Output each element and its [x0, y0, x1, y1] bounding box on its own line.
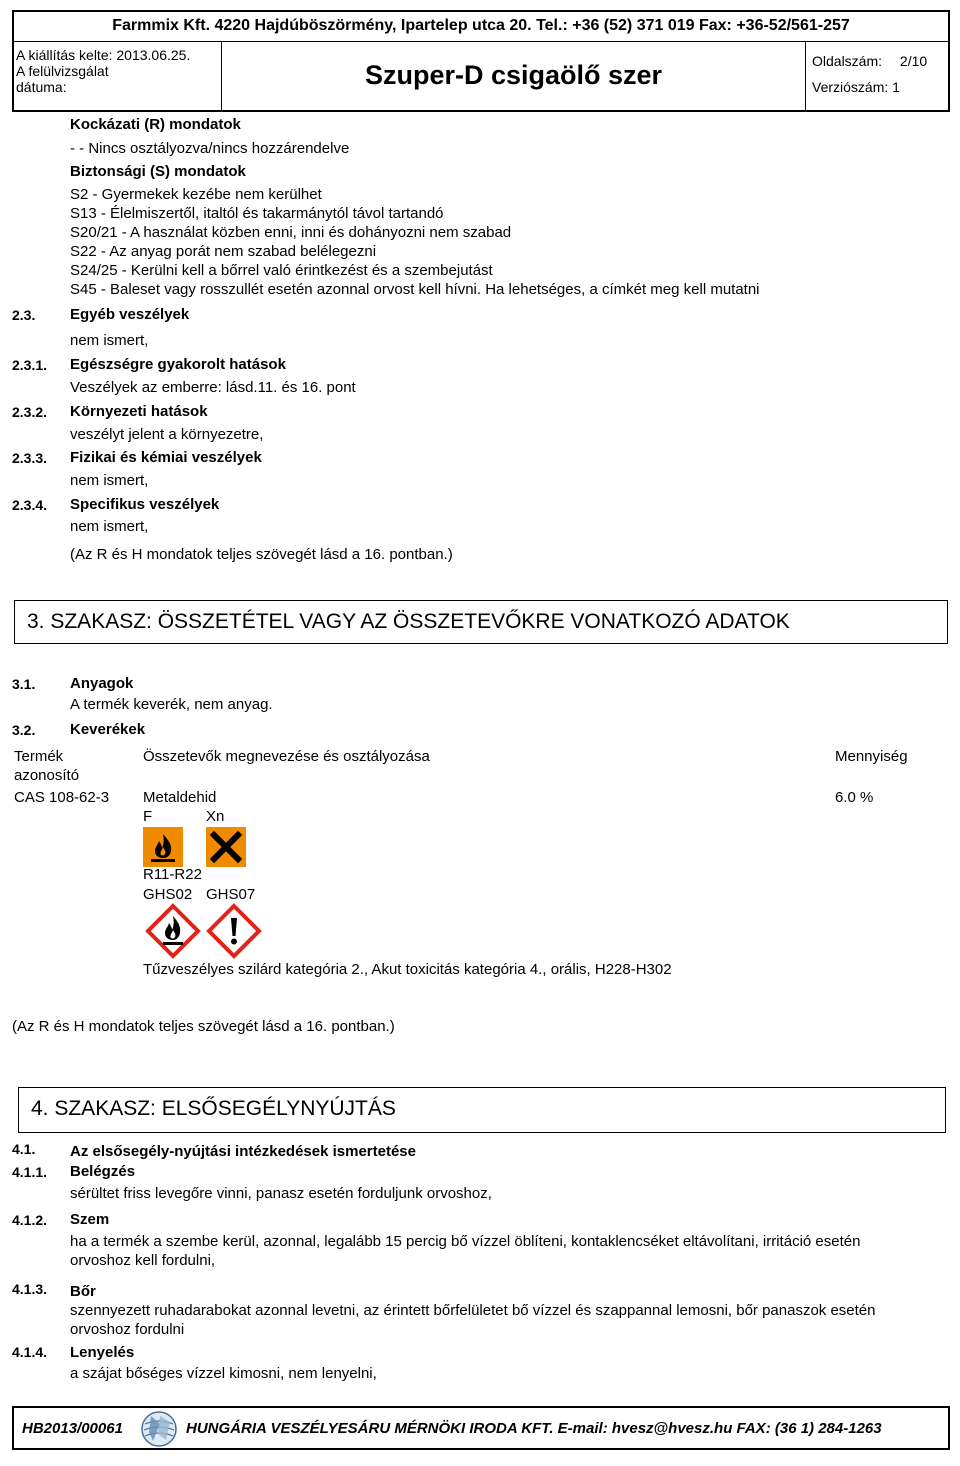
section-3-heading: 3. SZAKASZ: ÖSSZETÉTEL VAGY AZ ÖSSZETEVŐKRE VONATKOZÓ ADATOK	[14, 600, 948, 644]
page-label: Oldalszám:	[812, 53, 883, 69]
section-number: 3.2.	[12, 722, 36, 738]
section-text: a szájat bőséges vízzel kimosni, nem lenyelni,	[70, 1365, 377, 1382]
column-header-id-2: azonosító	[14, 767, 80, 784]
section-4-heading: 4. SZAKASZ: ELSŐSEGÉLYNYÚJTÁS	[18, 1087, 946, 1133]
section-text: A termék keverék, nem anyag.	[70, 696, 273, 713]
section-title: Bőr	[70, 1283, 96, 1300]
ghs-code-1: GHS02	[143, 886, 193, 903]
column-header-id: Termék	[14, 748, 64, 765]
r-phrase-codes: R11-R22	[143, 866, 202, 883]
component-name: Metaldehid	[143, 789, 217, 806]
section-number: 2.3.	[12, 307, 36, 323]
section-number: 4.1.	[12, 1141, 36, 1157]
cas-number: CAS 108-62-3	[14, 789, 110, 806]
revision-date-label-2: dátuma:	[16, 79, 67, 95]
section-title: Szem	[70, 1211, 110, 1228]
section-text: nem ismert,	[70, 518, 149, 535]
section-title: Egyéb veszélyek	[70, 306, 190, 323]
section-title: Anyagok	[70, 675, 134, 692]
cross-pictogram-icon	[206, 827, 246, 867]
page-number: 2/10	[899, 53, 928, 69]
version-number: 1	[892, 79, 900, 95]
page-info-cell	[806, 42, 948, 110]
section-number: 4.1.3.	[12, 1281, 48, 1297]
version-label: Verziószám:	[812, 79, 889, 95]
document-header	[12, 10, 950, 112]
dates-cell	[14, 42, 222, 110]
s-phrase: S2 - Gyermekek kezébe nem kerülhet	[70, 186, 322, 203]
section-number: 3.1.	[12, 676, 36, 692]
ghs-classification: Tűzveszélyes szilárd kategória 2., Akut toxicitás kategória 4., orális, H228-H302	[143, 961, 672, 978]
section-number: 2.3.3.	[12, 450, 48, 466]
company-logo-icon	[140, 1410, 178, 1448]
section-title: Specifikus veszélyek	[70, 496, 220, 513]
section-number: 2.3.4.	[12, 497, 48, 513]
section-number: 4.1.1.	[12, 1164, 48, 1180]
flame-pictogram-icon	[143, 827, 183, 867]
section-title: Környezeti hatások	[70, 403, 208, 420]
section-number: 4.1.2.	[12, 1212, 48, 1228]
section-title: Lenyelés	[70, 1344, 135, 1361]
section-title: Belégzés	[70, 1163, 136, 1180]
s-phrase: S22 - Az anyag porát nem szabad belélegezni	[70, 243, 377, 260]
s-phrase: S20/21 - A használat közben enni, inni és dohányozni nem szabad	[70, 224, 512, 241]
section-title: Keverékek	[70, 721, 146, 738]
footer-company-info: HUNGÁRIA VESZÉLYESÁRU MÉRNÖKI IRODA KFT. E-mail: hvesz@hvesz.hu FAX: (36 1) 284-1263	[186, 1420, 882, 1437]
section-number: 2.3.1.	[12, 357, 48, 373]
section-text: ha a termék a szembe kerül, azonnal, legalább 15 percig bő vízzel öblíteni, kontaklencséket eltávolítani, irritáció esetén	[70, 1233, 861, 1250]
column-header-quantity: Mennyiség	[835, 748, 908, 765]
issue-date: 2013.06.25.	[116, 47, 191, 63]
section-text: Veszélyek az emberre: lásd.11. és 16. pont	[70, 379, 356, 396]
component-quantity: 6.0 %	[835, 789, 874, 806]
section-number: 2.3.2.	[12, 404, 48, 420]
section-text: nem ismert,	[70, 332, 149, 349]
document-code: HB2013/00061	[22, 1420, 123, 1437]
section-title: Az elsősegély-nyújtási intézkedések ismertetése	[70, 1143, 416, 1160]
r-phrases-text: - - Nincs osztályozva/nincs hozzárendelve	[70, 140, 350, 157]
symbol-f: F	[143, 808, 153, 825]
section-text: veszélyt jelent a környezetre,	[70, 426, 264, 443]
ghs-code-2: GHS07	[206, 886, 256, 903]
section-number: 4.1.4.	[12, 1344, 48, 1360]
section-text: szennyezett ruhadarabokat azonnal levetni, az érintett bőrfelületet bő vízzel és szappannal lemosni, bőr panaszok esetén	[70, 1302, 876, 1319]
s-phrase: S24/25 - Kerülni kell a bőrrel való érintkezést és a szembejutást	[70, 262, 493, 279]
ghs02-flame-icon	[145, 903, 201, 959]
r-phrases-title: Kockázati (R) mondatok	[70, 116, 241, 133]
rh-note: (Az R és H mondatok teljes szövegét lásd a 16. pontban.)	[70, 546, 453, 563]
symbol-xn: Xn	[206, 808, 225, 825]
rh-note: (Az R és H mondatok teljes szövegét lásd a 16. pontban.)	[12, 1018, 395, 1035]
company-line: Farmmix Kft. 4220 Hajdúböszörmény, Ipartelep utca 20. Tel.: +36 (52) 371 019 Fax: +36-52/561-257	[14, 12, 948, 42]
section-text: orvoshoz fordulni	[70, 1321, 185, 1338]
section-text: sérültet friss levegőre vinni, panasz esetén forduljunk orvoshoz,	[70, 1185, 492, 1202]
issue-date-label: A kiállítás kelte:	[16, 47, 113, 63]
column-header-name: Összetevők megnevezése és osztályozása	[143, 748, 430, 765]
product-name: Szuper-D csigaölő szer	[222, 42, 806, 110]
section-text: nem ismert,	[70, 472, 149, 489]
revision-date-label-1: A felülvizsgálat	[16, 63, 109, 79]
s-phrases-title: Biztonsági (S) mondatok	[70, 163, 246, 180]
document-footer	[12, 1406, 950, 1450]
section-title: Fizikai és kémiai veszélyek	[70, 449, 262, 466]
section-text: orvoshoz kell fordulni,	[70, 1252, 216, 1269]
s-phrase: S13 - Élelmiszertől, italtól és takarmánytól távol tartandó	[70, 205, 444, 222]
section-title: Egészségre gyakorolt hatások	[70, 356, 286, 373]
ghs07-exclamation-icon	[206, 903, 262, 959]
s-phrase: S45 - Baleset vagy rosszullét esetén azonnal orvost kell hívni. Ha lehetséges, a címkét meg kell mutatni	[70, 281, 760, 298]
